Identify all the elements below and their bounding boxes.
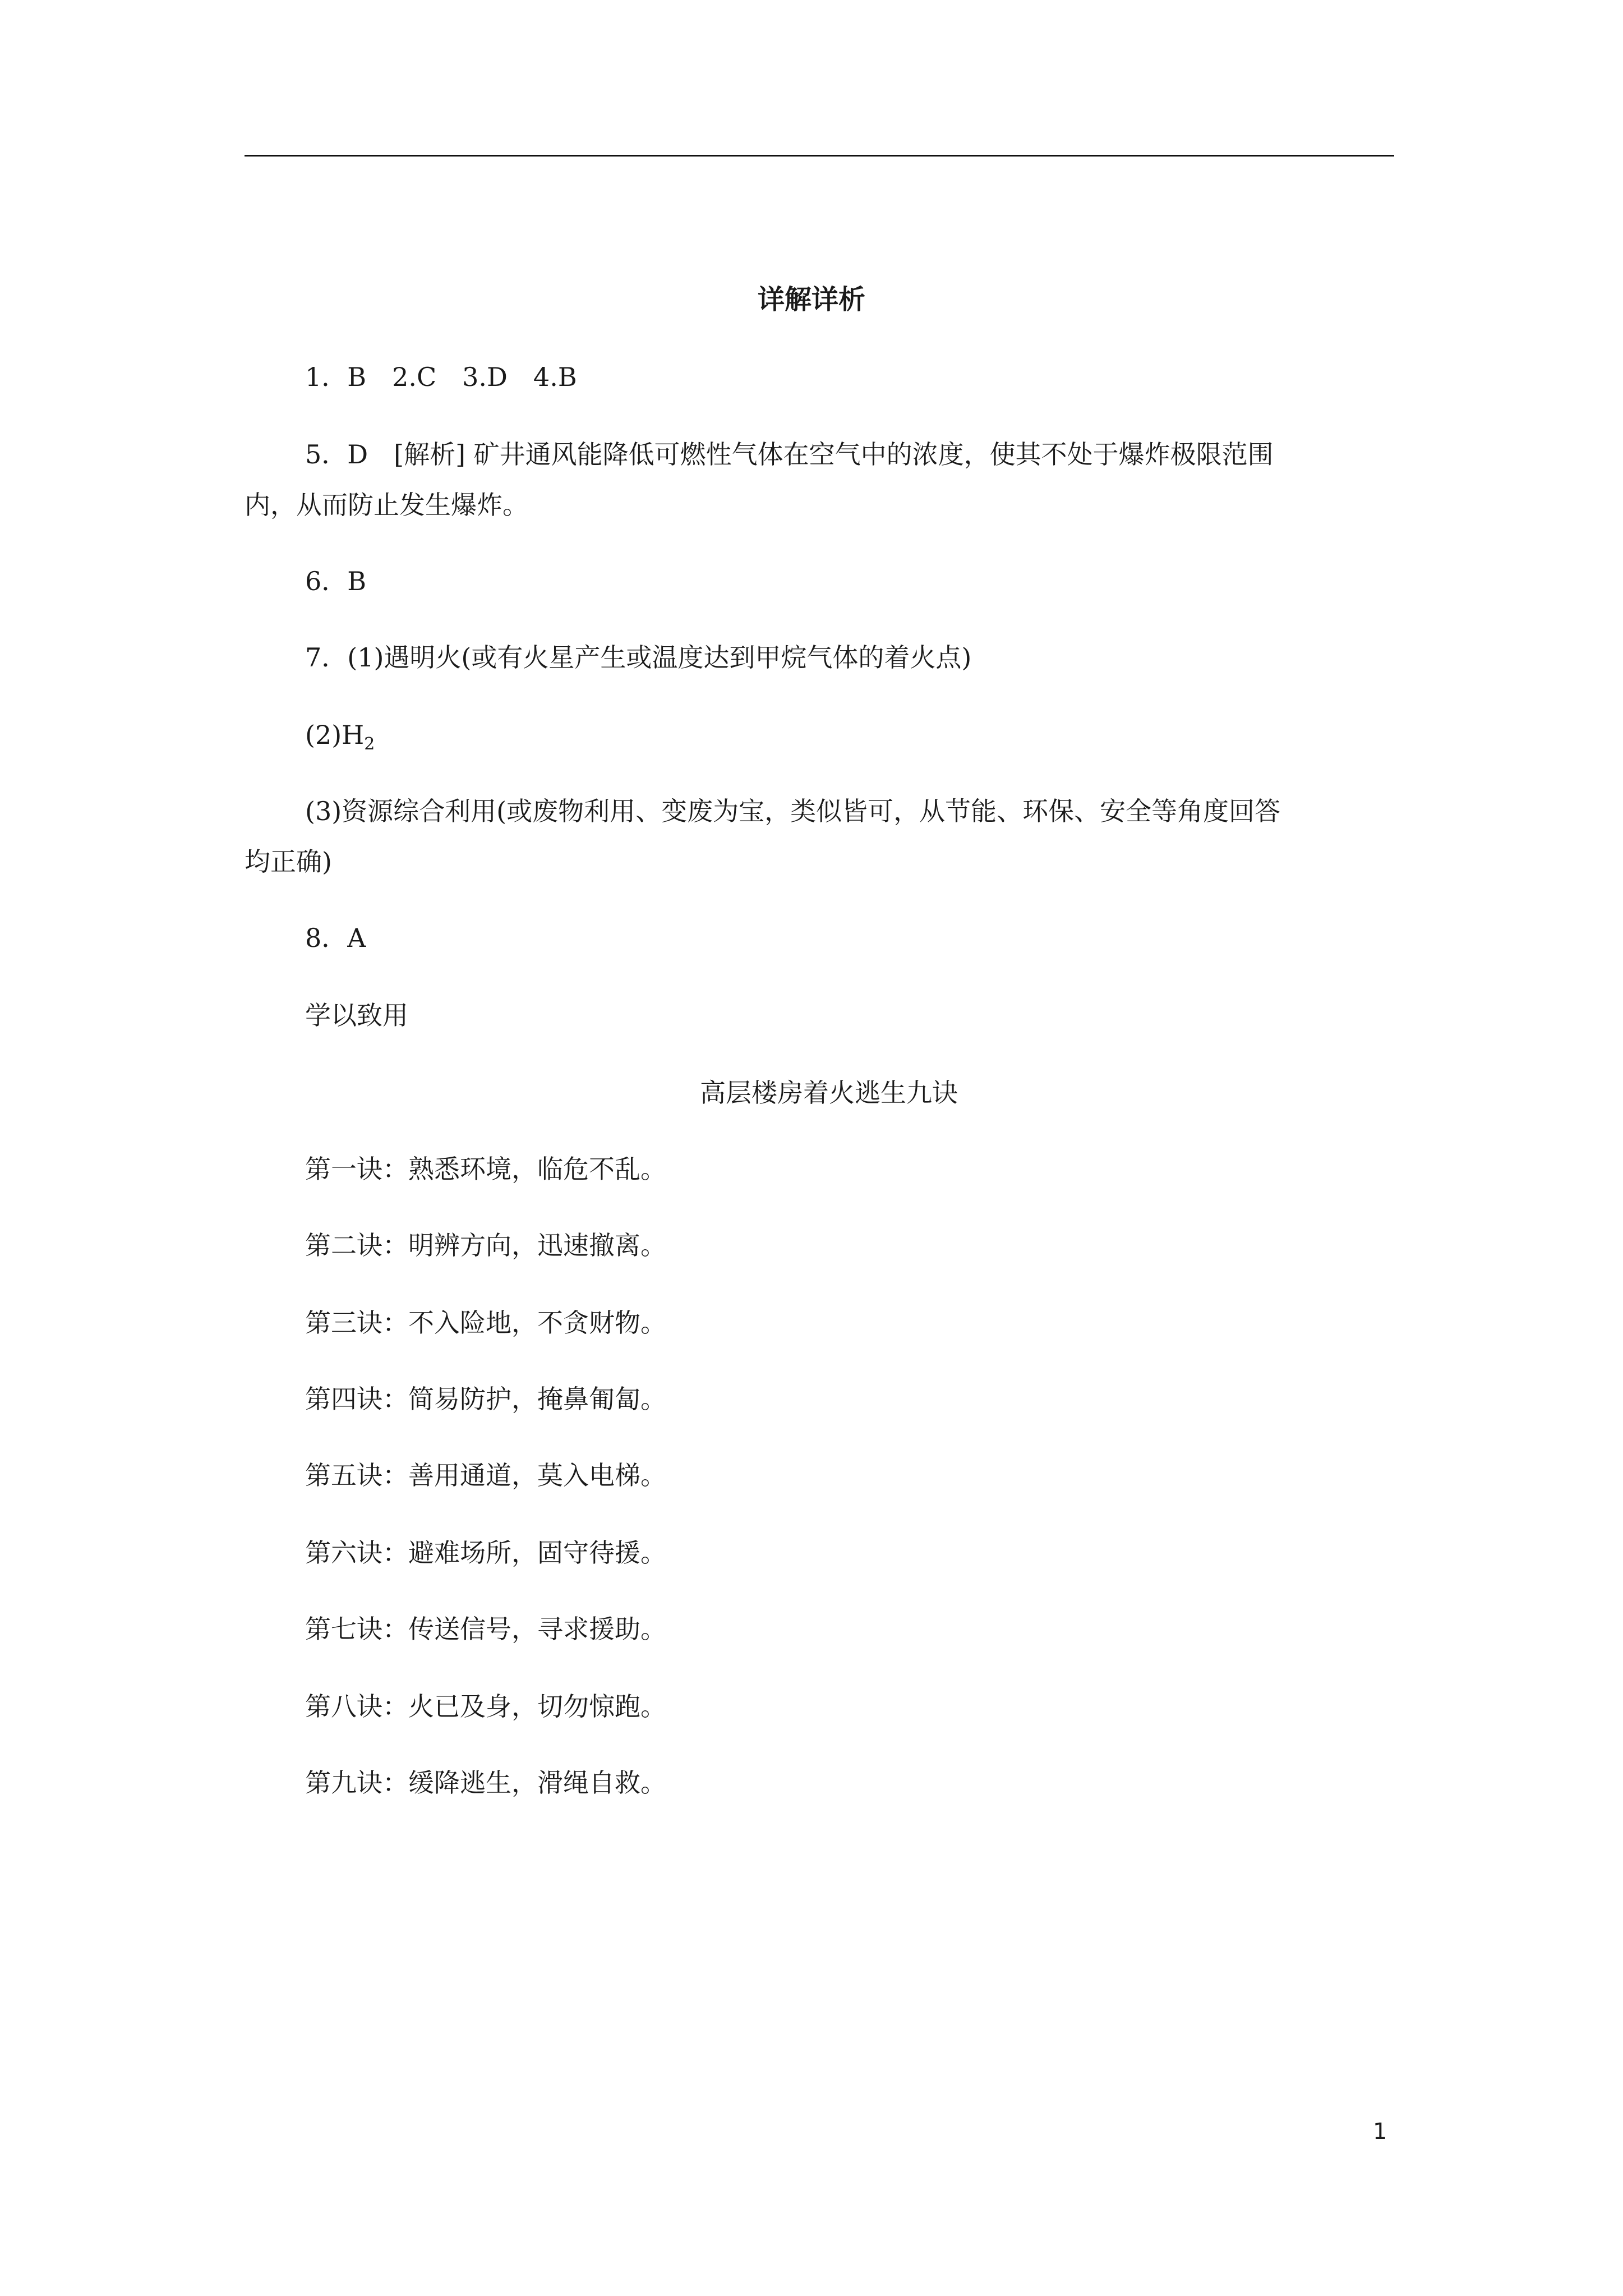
answer-5-line-2: 内，从而防止发生爆炸。 (245, 490, 528, 520)
poem-line: 第一诀：熟悉环境，临危不乱。 (305, 1154, 666, 1184)
poem-line: 第七诀：传送信号，寻求援助。 (305, 1614, 666, 1644)
answer-5-line-1: 5．D [解析] 矿井通风能降低可燃性气体在空气中的浓度，使其不处于爆炸极限范围 (305, 439, 1274, 470)
poem-title: 高层楼房着火逃生九诀 (700, 1078, 958, 1108)
answer-7-1: 7．(1)遇明火(或有火星产生或温度达到甲烷气体的着火点) (305, 642, 972, 673)
answer-7-2 (305, 719, 375, 754)
page-title: 详解详析 (757, 284, 865, 315)
answer-6: 6．B (305, 566, 367, 596)
answer-8: 8．A (305, 923, 366, 953)
header-rule (245, 155, 1394, 157)
poem-line: 第九诀：缓降逃生，滑绳自救。 (305, 1768, 666, 1798)
poem-line: 第八诀：火已及身，切勿惊跑。 (305, 1691, 666, 1722)
poem-line: 第四诀：简易防护，掩鼻匍匐。 (305, 1384, 666, 1414)
page-number: 1 (1373, 2119, 1387, 2145)
answer-7-3-line-1: (3)资源综合利用(或废物利用、变废为宝，类似皆可，从节能、环保、安全等角度回答 (305, 796, 1281, 826)
poem-line: 第二诀：明辨方向，迅速撤离。 (305, 1230, 666, 1260)
poem-line: 第三诀：不入险地，不贪财物。 (305, 1308, 666, 1338)
answer-7-2-subscript: 2 (364, 734, 375, 754)
answer-1-4: 1．B 2.C 3.D 4.B (305, 362, 577, 392)
answer-7-2-text: (2)H (305, 720, 365, 750)
section-label: 学以致用 (305, 1000, 408, 1030)
poem-line: 第六诀：避难场所，固守待援。 (305, 1538, 666, 1568)
poem-line: 第五诀：善用通道，莫入电梯。 (305, 1460, 666, 1490)
answer-7-3-line-2: 均正确) (245, 846, 332, 877)
